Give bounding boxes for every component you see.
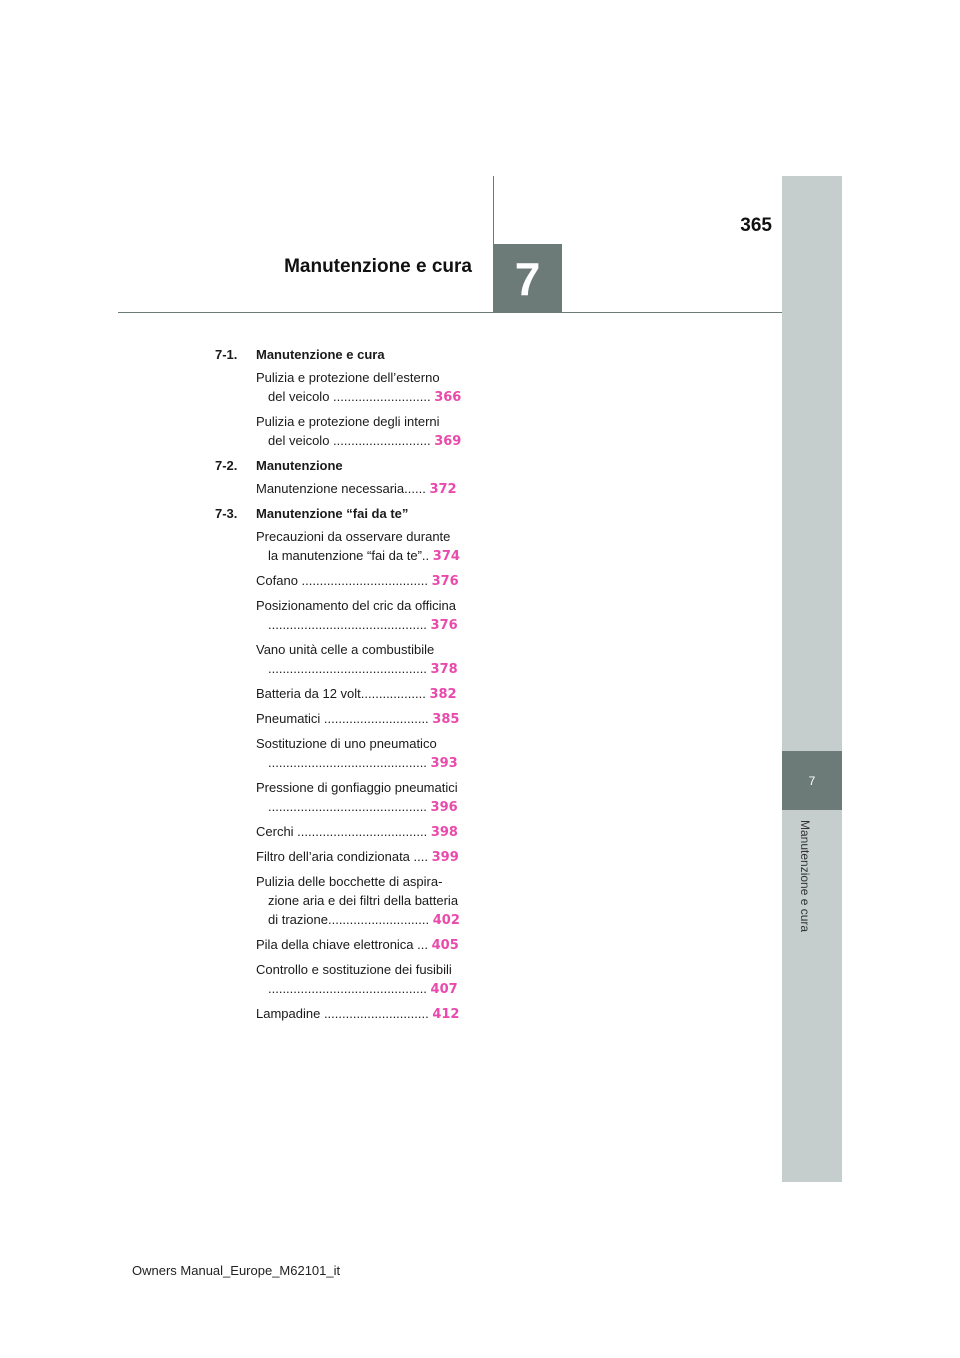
toc-page-link[interactable]: 372 <box>429 482 457 497</box>
side-strip <box>782 176 842 1182</box>
toc-entry-leader-text: Cerchi .................................... <box>256 824 428 839</box>
toc-entry[interactable] <box>256 1004 470 1024</box>
toc-entry[interactable] <box>256 684 470 704</box>
table-of-contents <box>215 340 470 1029</box>
toc-entry[interactable] <box>256 935 470 955</box>
toc-page-link[interactable]: 376 <box>430 618 458 633</box>
toc-entry-leader-text: Cofano ................................... <box>256 573 428 588</box>
toc-entry[interactable] <box>256 872 470 930</box>
toc-entry-leader-text: Manutenzione necessaria...... <box>256 481 426 496</box>
toc-entry[interactable] <box>256 822 470 842</box>
toc-entry-leader-text: ............................................ <box>268 661 427 676</box>
toc-entry-leader-text: Batteria da 12 volt.................. <box>256 686 426 701</box>
toc-section-heading <box>215 345 470 364</box>
toc-entry-leader-line <box>256 1004 470 1024</box>
toc-entry-leader-line <box>256 684 470 704</box>
toc-page-link[interactable]: 412 <box>432 1007 460 1022</box>
toc-entry-leader-line <box>256 431 470 451</box>
header-divider-horizontal <box>118 312 782 313</box>
toc-entry[interactable] <box>256 527 470 566</box>
toc-page-link[interactable]: 396 <box>430 800 458 815</box>
toc-entry-leader-text: del veicolo ........................... <box>268 433 431 448</box>
toc-entry[interactable] <box>256 778 470 817</box>
toc-entry-leader-line <box>256 615 470 635</box>
toc-entry-title-line: Precauzioni da osservare durante <box>256 529 451 544</box>
toc-entry-leader-line <box>256 979 470 999</box>
toc-section-number: 7-1. <box>215 347 238 362</box>
toc-entry-title-line: Pulizia e protezione degli interni <box>256 414 440 429</box>
toc-entry-title-line: zione aria e dei filtri della batteria <box>268 893 459 908</box>
toc-entry[interactable] <box>256 368 470 407</box>
toc-entry-title-line: Pulizia delle bocchette di aspira- <box>256 874 443 889</box>
toc-entry-leader-line <box>256 797 470 817</box>
toc-entry-title-line: Posizionamento del cric da officina <box>256 598 456 613</box>
toc-entry-leader-line <box>256 822 470 842</box>
toc-entry-leader-line <box>256 479 470 499</box>
toc-entry-leader-line <box>256 753 470 773</box>
toc-page-link[interactable]: 378 <box>430 662 458 677</box>
toc-entry[interactable] <box>256 734 470 773</box>
toc-page-link[interactable]: 399 <box>431 850 459 865</box>
toc-page-link[interactable]: 369 <box>434 434 462 449</box>
toc-entry[interactable] <box>256 412 470 451</box>
toc-entry-leader-line <box>256 847 470 867</box>
toc-page-link[interactable]: 393 <box>430 756 458 771</box>
toc-entry-leader-text: Pila della chiave elettronica ... <box>256 937 428 952</box>
toc-page-link[interactable]: 385 <box>432 712 460 727</box>
chapter-number-box: 7 <box>493 244 562 313</box>
toc-section-heading <box>215 456 470 475</box>
toc-entry-leader-text: di trazione............................ <box>268 912 430 927</box>
toc-entry-title-line: Sostituzione di uno pneumatico <box>256 736 437 751</box>
toc-page-link[interactable]: 398 <box>430 825 458 840</box>
toc-entry-title-line: Pressione di gonfiaggio pneumatici <box>256 780 458 795</box>
toc-entry[interactable] <box>256 571 470 591</box>
toc-section-number: 7-3. <box>215 506 238 521</box>
header-divider-vertical <box>493 176 494 244</box>
toc-entry-leader-text: ............................................ <box>268 617 427 632</box>
side-tab-chapter-number[interactable]: 7 <box>782 751 842 810</box>
toc-entry-leader-text: Pneumatici ............................. <box>256 711 429 726</box>
toc-entry-title-line: Pulizia e protezione dell’esterno <box>256 370 440 385</box>
toc-entry-leader-line <box>256 546 470 566</box>
toc-page-link[interactable]: 405 <box>431 938 459 953</box>
toc-entry-leader-text: ............................................ <box>268 755 427 770</box>
toc-entry-leader-line <box>256 571 470 591</box>
chapter-title: Manutenzione e cura <box>284 256 472 277</box>
toc-section-heading <box>215 504 470 523</box>
toc-entry-leader-text: ............................................ <box>268 799 427 814</box>
side-tab-label: Manutenzione e cura <box>798 820 812 933</box>
toc-entry[interactable] <box>256 640 470 679</box>
toc-entry-leader-text: del veicolo ........................... <box>268 389 431 404</box>
toc-page-link[interactable]: 366 <box>434 390 462 405</box>
toc-entry-leader-line <box>256 935 470 955</box>
toc-entry-title-line: Vano unità celle a combustibile <box>256 642 435 657</box>
toc-page-link[interactable]: 374 <box>432 549 460 564</box>
toc-entry-leader-text: la manutenzione “fai da te”.. <box>268 548 430 563</box>
toc-page-link[interactable]: 407 <box>430 982 458 997</box>
toc-entry-leader-text: Lampadine ............................. <box>256 1006 429 1021</box>
toc-entry-leader-line <box>256 387 470 407</box>
toc-page-link[interactable]: 402 <box>432 913 460 928</box>
toc-entry[interactable] <box>256 479 470 499</box>
toc-section-title: Manutenzione e cura <box>256 347 385 362</box>
toc-entry[interactable] <box>256 847 470 867</box>
toc-entry[interactable] <box>256 960 470 999</box>
toc-entry-leader-line <box>256 659 470 679</box>
toc-section-number: 7-2. <box>215 458 238 473</box>
toc-entry[interactable] <box>256 596 470 635</box>
page-number: 365 <box>740 215 772 236</box>
toc-entry-leader-text: ............................................ <box>268 981 427 996</box>
toc-section-title: Manutenzione <box>256 458 343 473</box>
toc-entry-leader-line <box>256 709 470 729</box>
toc-entry-leader-line <box>256 910 470 930</box>
toc-entry[interactable] <box>256 709 470 729</box>
toc-section-title: Manutenzione “fai da te” <box>256 506 409 521</box>
toc-entry-title-line: Controllo e sostituzione dei fusibili <box>256 962 452 977</box>
toc-page-link[interactable]: 382 <box>429 687 457 702</box>
toc-entry-leader-text: Filtro dell’aria condizionata .... <box>256 849 428 864</box>
footer-doc-id: Owners Manual_Europe_M62101_it <box>132 1263 341 1278</box>
toc-page-link[interactable]: 376 <box>431 574 459 589</box>
